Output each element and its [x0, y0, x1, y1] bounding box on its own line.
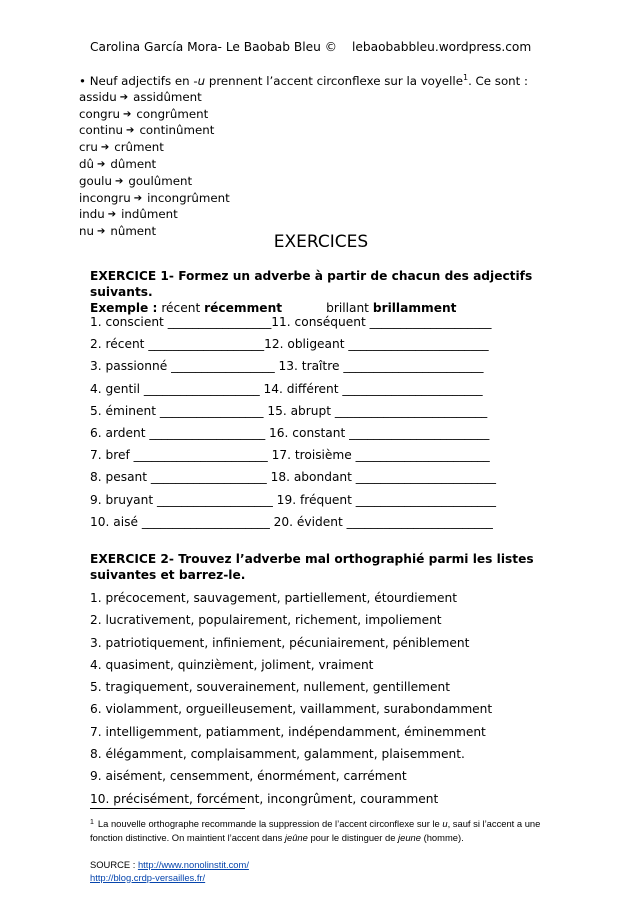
page-header [90, 40, 550, 56]
adjective-adverb-pair [79, 123, 559, 140]
exercise-2-row: 2. lucrativement, populairement, richement, impoliement [90, 613, 442, 628]
exercise-2-row: 8. élégamment, complaisamment, galamment, plaisemment. [90, 747, 465, 762]
footnote [90, 816, 560, 845]
exercise-2-row: 9. aisément, censemment, énormément, carrément [90, 769, 407, 784]
intro-section [79, 70, 559, 241]
adjective: dû [79, 156, 94, 171]
header-site: lebaobabbleu.wordpress.com [352, 40, 532, 54]
exercise-2-row: 5. tragiquement, souverainement, nullement, gentillement [90, 680, 451, 695]
footnote-word: jeune [398, 832, 421, 843]
exercise-1 [90, 268, 560, 316]
adjective: goulu [79, 173, 112, 188]
arrow-icon: ➔ [133, 192, 143, 204]
arrow-icon: ➔ [96, 158, 106, 170]
adjective: indu [79, 207, 105, 222]
exercise-1-row: 1. conscient _________________11. conséquent ____________________ [90, 315, 492, 329]
exercise-1-row: 7. bref ______________________ 17. troisième ______________________ [90, 448, 490, 463]
exercise-2-row: 4. quasiment, quinzièment, joliment, vraiment [90, 657, 374, 672]
example-label: Exemple : [90, 301, 158, 315]
adjective-adverb-list [79, 90, 559, 241]
exercise-1-title: EXERCICE 1- Formez un adverbe à partir de chacun des adjectifs suivants. [90, 269, 533, 299]
adverb: nûment [110, 224, 157, 239]
exercise-2-items [90, 590, 570, 813]
header-author: Carolina García Mora- Le Baobab Bleu © [90, 40, 337, 54]
exercise-2-row: 1. précocement, sauvagement, partiellement, étourdiement [90, 591, 458, 605]
intro-bullet [79, 70, 559, 90]
footnote-number: 1 [90, 819, 94, 826]
example-adjective: récent [161, 301, 201, 315]
arrow-icon: ➔ [123, 108, 132, 120]
source-label: SOURCE : [90, 859, 138, 870]
adjective-adverb-pair [79, 191, 559, 208]
adverb: crûment [114, 140, 164, 155]
adverb: goulûment [128, 173, 193, 188]
adverb: dûment [110, 156, 157, 171]
intro-text: prennent l’accent circonflexe sur la voyelle [205, 74, 463, 88]
footnote-u: u [442, 818, 448, 829]
footnote-text: , sauf si l’accent a une fonction distinctive. On maintient l’accent dans [90, 818, 541, 843]
footnote-text: pour le distinguer de [307, 832, 399, 843]
adverb: congrûment [136, 106, 209, 121]
adjective: incongru [79, 190, 131, 205]
adjective-adverb-pair [79, 107, 559, 124]
footnote-reference: 1 [462, 73, 469, 82]
arrow-icon: ➔ [114, 175, 124, 187]
exercise-1-row: 9. bruyant ___________________ 19. fréquent _______________________ [90, 492, 496, 507]
adverb: continûment [139, 123, 215, 138]
exercise-2-row: 10. précisément, forcément, incongrûment, couramment [90, 791, 439, 806]
example-adverb: récemment [204, 301, 283, 315]
footnote-text: La nouvelle orthographe recommande la suppression de l’accent circonflexe sur le [97, 818, 443, 829]
footnote-text: (homme). [420, 832, 464, 843]
arrow-icon: ➔ [126, 125, 135, 137]
adverb: indûment [121, 207, 178, 222]
intro-text: • Neuf adjectifs en - [79, 74, 198, 88]
exercise-1-items [90, 314, 570, 536]
adjective-adverb-pair [79, 140, 559, 157]
exercise-1-row: 8. pesant ___________________ 18. abondant _______________________ [90, 470, 496, 485]
arrow-icon: ➔ [119, 91, 129, 103]
exercise-1-row: 10. aisé _____________________ 20. évident ________________________ [90, 514, 493, 529]
exercises-heading [0, 232, 638, 252]
exercise-1-row: 3. passionné _________________ 13. traître _______________________ [90, 359, 484, 374]
exercise-2-row: 3. patriotiquement, infiniement, pécuniairement, péniblement [90, 635, 470, 650]
exercise-1-row: 4. gentil ___________________ 14. différent _______________________ [90, 381, 483, 396]
exercises-heading-text: EXERCICES [273, 232, 369, 252]
adjective: assidu [79, 89, 117, 104]
footnote-separator [90, 808, 245, 809]
adverb: incongrûment [147, 190, 230, 205]
adjective-adverb-pair [79, 157, 559, 174]
example-adjective: brillant [326, 301, 369, 315]
intro-u-letter: u [197, 74, 206, 88]
arrow-icon: ➔ [96, 226, 106, 238]
adjective-adverb-pair [79, 90, 559, 107]
footnote-word: jeûne [284, 832, 308, 843]
adjective: nu [79, 224, 94, 239]
arrow-icon: ➔ [100, 142, 110, 154]
exercise-1-row: 2. récent ___________________12. obligeant _______________________ [90, 337, 489, 352]
exercise-2-row: 6. violamment, orgueilleusement, vaillamment, surabondamment [90, 702, 493, 717]
exercise-2 [90, 551, 560, 583]
source-link-2[interactable]: http://blog.crdp-versailles.fr/ [90, 871, 206, 883]
adjective-adverb-pair [79, 207, 559, 224]
source-section [90, 859, 560, 884]
adjective: congru [79, 106, 120, 121]
exercise-1-row: 6. ardent ___________________ 16. constant _______________________ [90, 425, 490, 440]
exercise-2-row: 7. intelligemment, patiamment, indépendamment, éminemment [90, 724, 486, 739]
adjective: cru [79, 140, 98, 155]
adjective-adverb-pair [79, 174, 559, 191]
exercise-1-row: 5. éminent _________________ 15. abrupt _________________________ [90, 403, 488, 418]
source-link-1[interactable]: http://www.nonolinstit.com/ [137, 859, 249, 870]
intro-text: . Ce sont : [468, 74, 528, 88]
example-adverb: brillamment [372, 301, 457, 315]
arrow-icon: ➔ [107, 209, 117, 221]
adverb: assidûment [133, 89, 202, 104]
adjective: continu [79, 123, 124, 138]
exercise-2-title: EXERCICE 2- Trouvez l’adverbe mal orthographié parmi les listes suivantes et barrez-le. [90, 552, 534, 582]
